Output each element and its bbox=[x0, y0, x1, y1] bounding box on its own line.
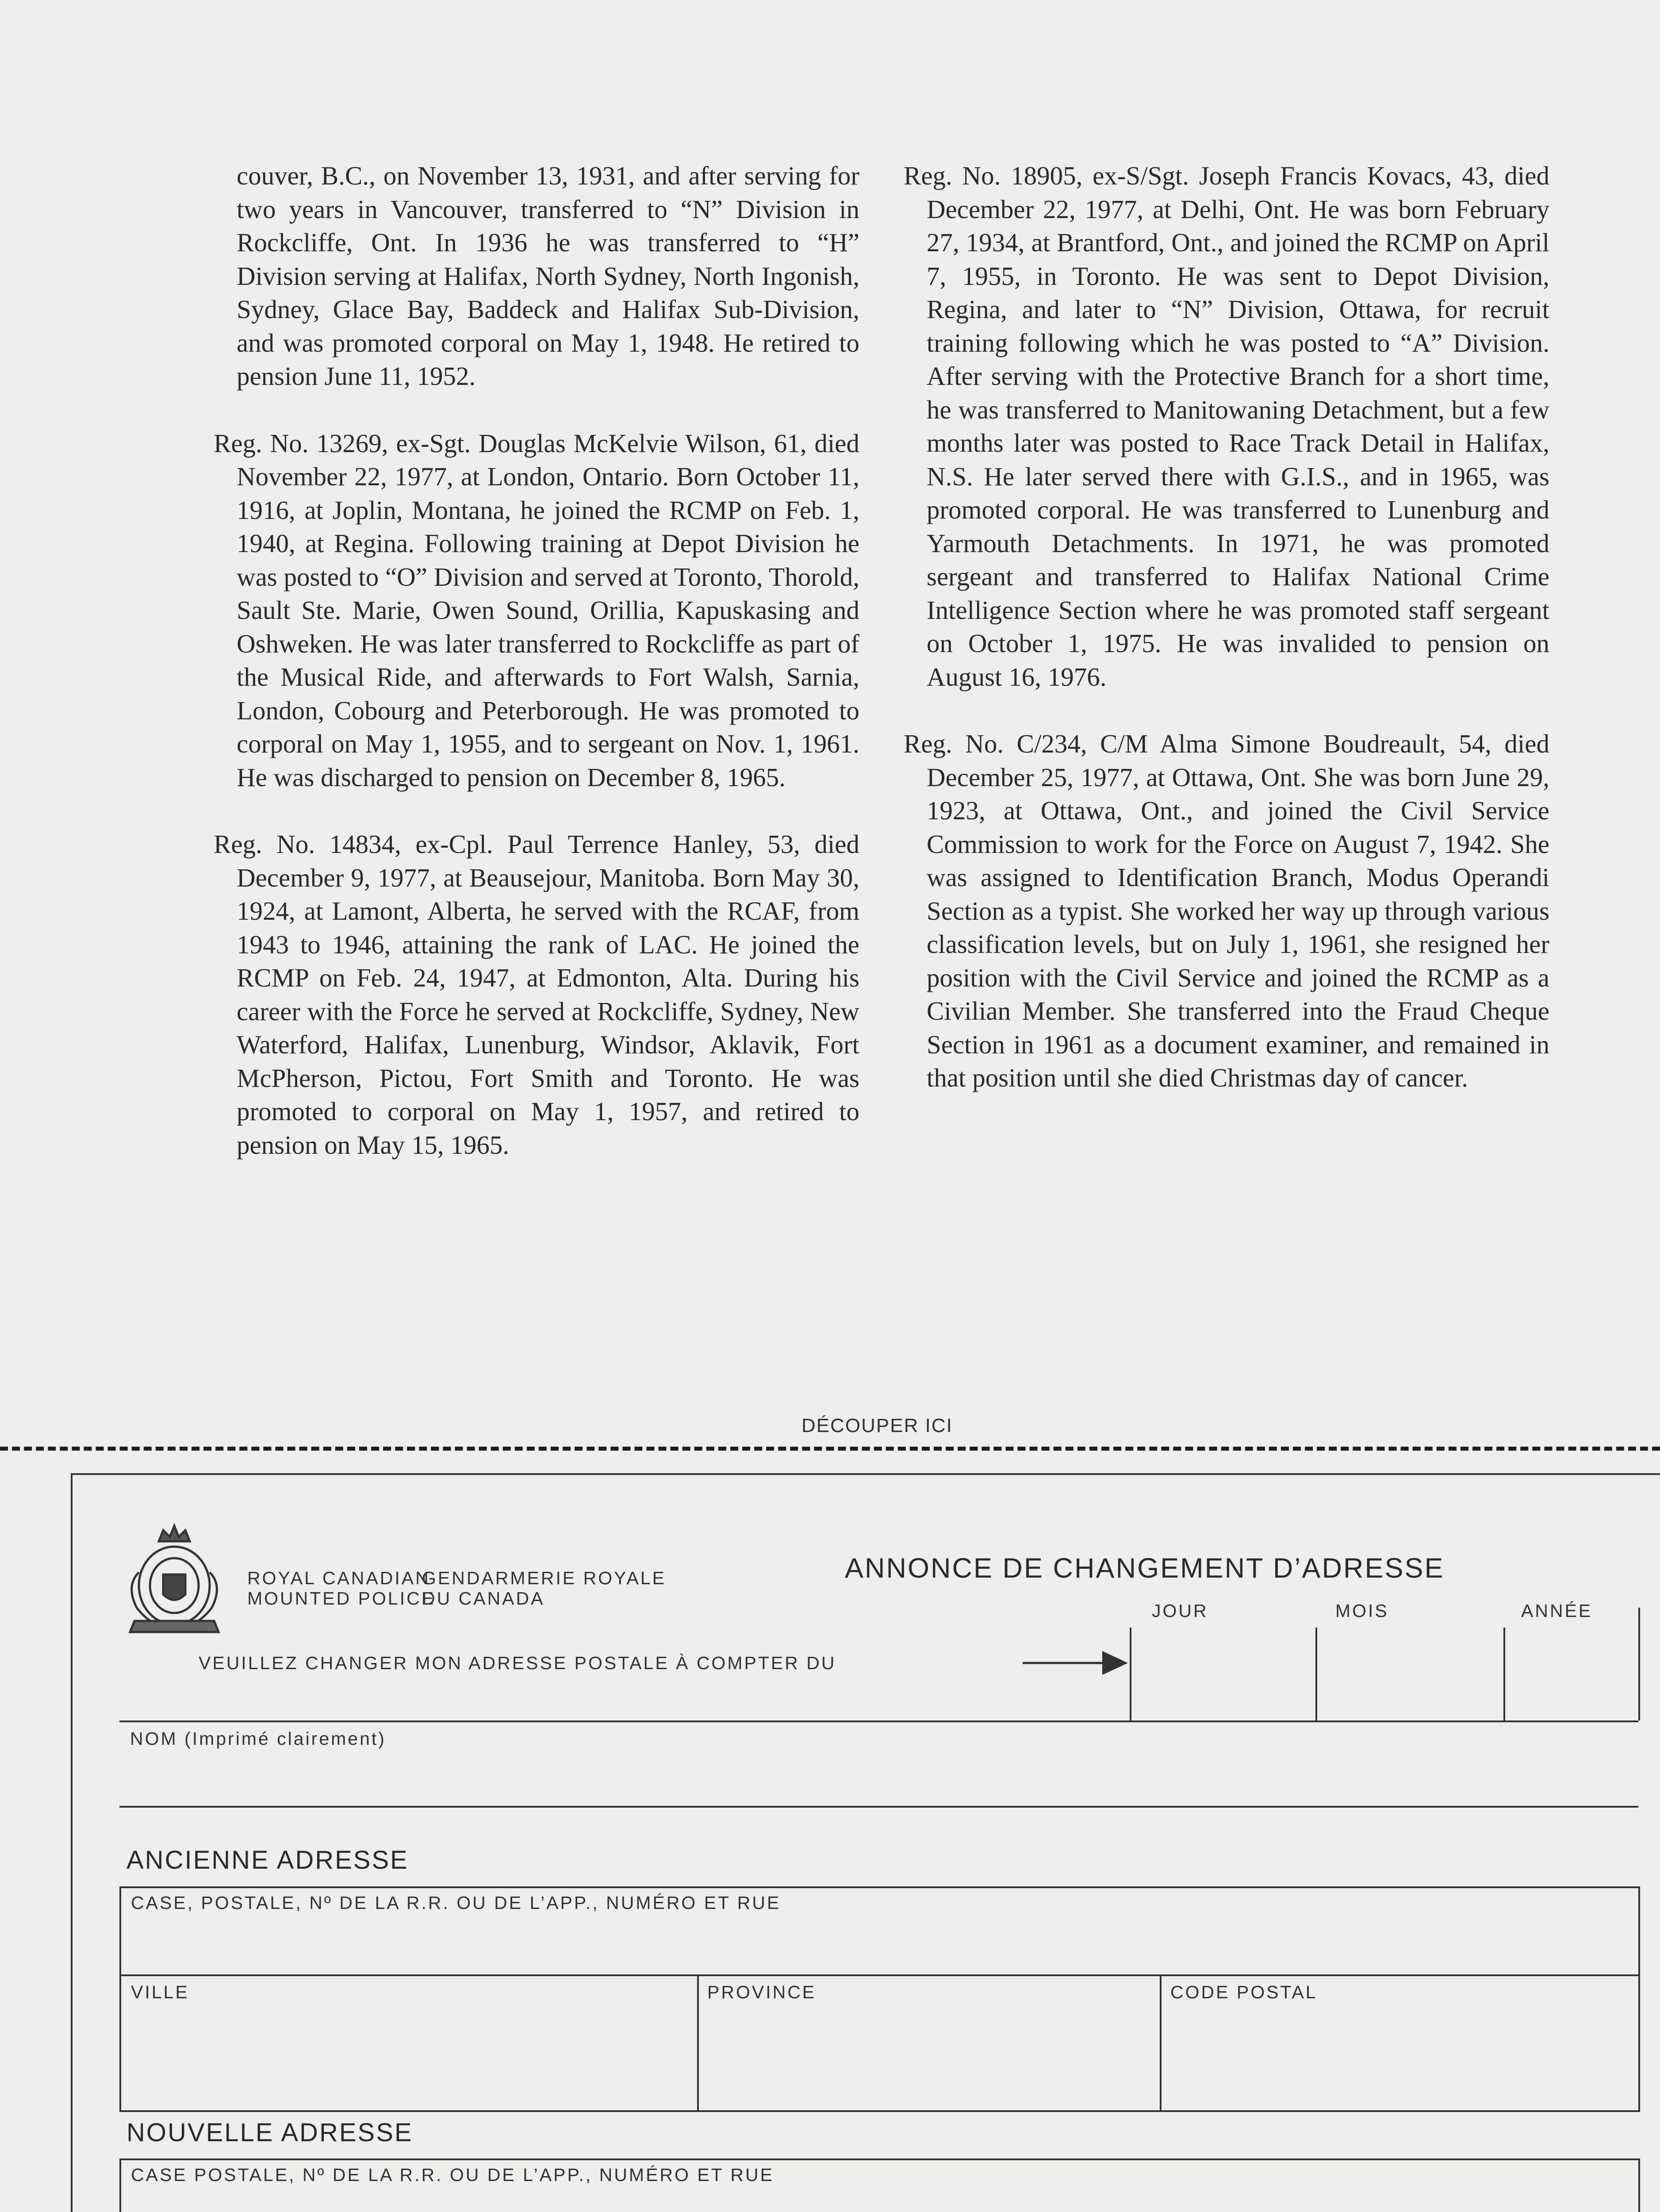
date-divider bbox=[1638, 1608, 1640, 1720]
old-address-heading: ANCIENNE ADRESSE bbox=[127, 1846, 409, 1874]
org-name-french: GENDARMERIE ROYALE DU CANADA bbox=[422, 1568, 666, 1609]
cut-line bbox=[0, 1447, 1660, 1451]
effective-date-field[interactable] bbox=[1130, 1628, 1638, 1720]
old-address-box bbox=[119, 1886, 1640, 2112]
new-street-label: CASE POSTALE, Nº DE LA R.R. OU DE L’APP., NUMÉRO ET RUE bbox=[131, 2165, 774, 2185]
obituary-paragraph: Reg. No. C/234, C/M Alma Simone Boudreault, 54, died December 25, 1977, at Ottawa, Ont. She was born June 29, 1923, at Ottawa, Ont., and joined the Civil Service Commission to work for the Force on August 7, 1942. She was assigned to Identification Branch, Modus Operandi Section as a typist. She worked her way up through various classification levels, but on July 1, 1961, she resigned her position with the Civil Service and joined the RCMP as a Civilian Member. She transferred into the Fraud Cheque Section in 1961 as a document examiner, and remained in that position until she died Christmas day of cancer. bbox=[904, 729, 1549, 1092]
year-label: ANNÉE bbox=[1521, 1601, 1593, 1621]
new-street-field[interactable] bbox=[121, 2160, 1638, 2212]
name-label: NOM (Imprimé clairement) bbox=[130, 1728, 386, 1749]
article-left-column bbox=[214, 159, 859, 1195]
cut-here-label: DÉCOUPER ICI bbox=[801, 1415, 953, 1436]
old-province-field[interactable] bbox=[699, 1977, 1159, 2110]
obituary-paragraph: Reg. No. 13269, ex-Sgt. Douglas McKelvie Wilson, 61, died November 22, 1977, at London, Ontario. Born October 11, 1916, at Joplin, Montana, he joined the RCMP on Feb. 1, 1940, at Regina. Following training at Depot Division he was posted to “O” Division and served at Toronto, Thorold, Sault Ste. Marie, Owen Sound, Orillia, Kapuskasing and Oshweken. He was later transferred to Rockcliffe as part of the Musical Ride, and afterwards to Fort Walsh, Sarnia, London, Cobourg and Peterborough. He was promoted to corporal on May 1, 1955, and to sergeant on Nov. 1, 1961. He was discharged to pension on December 8, 1965. bbox=[214, 428, 859, 792]
form-title: ANNONCE DE CHANGEMENT D’ADRESSE bbox=[845, 1553, 1445, 1584]
name-field-top-border bbox=[119, 1720, 1638, 1722]
obituary-paragraph: Reg. No. 18905, ex-S/Sgt. Joseph Francis Kovacs, 43, died December 22, 1977, at Delhi, Ont. He was born February 27, 1934, at Brantford, Ont., and joined the RCMP on April 7, 1955, in Toronto. He was sent to Depot Division, Regina, and later to “N” Division, Ottawa, for recruit training following which he was posted to “A” Division. After serving with the Protective Branch for a short time, he was transferred to Manitowaning Detachment, but a few months later was posted to Race Track Detail in Halifax, N.S. He later served there with G.I.S., and in 1965, was promoted corporal. He was transferred to Lunenburg and Yarmouth Detachments. In 1971, he was promoted sergeant and transferred to Halifax National Crime Intelligence Section where he was promoted staff sergeant on October 1, 1975. He was invalided to pension on August 16, 1976. bbox=[904, 161, 1549, 691]
old-street-label: CASE, POSTALE, Nº DE LA R.R. OU DE L’APP., NUMÉRO ET RUE bbox=[131, 1893, 781, 1913]
arrow-right-icon bbox=[1023, 1647, 1129, 1678]
rcmp-crest-icon bbox=[117, 1519, 232, 1639]
change-of-address-form bbox=[71, 1473, 1660, 2212]
new-address-heading: NOUVELLE ADRESSE bbox=[127, 2118, 413, 2147]
old-postal-label: CODE POSTAL bbox=[1170, 1982, 1318, 2002]
old-postal-field[interactable] bbox=[1162, 1977, 1638, 2110]
old-province-label: PROVINCE bbox=[707, 1982, 817, 2002]
day-label: JOUR bbox=[1152, 1601, 1208, 1621]
name-field-bottom-border bbox=[119, 1806, 1638, 1808]
obituary-paragraph: Reg. No. 14834, ex-Cpl. Paul Terrence Hanley, 53, died December 9, 1977, at Beausejour, Manitoba. Born May 30, 1924, at Lamont, Alberta, he served with the RCAF, from 1943 to 1946, attaining the rank of LAC. He joined the RCMP on Feb. 24, 1947, at Edmonton, Alta. During his career with the Force he served at Rockcliffe, Sydney, New Waterford, Halifax, Lunenburg, Windsor, Aklavik, Fort McPherson, Pictou, Fort Smith and Toronto. He was promoted to corporal on May 1, 1957, and retired to pension on May 15, 1965. bbox=[214, 830, 859, 1160]
old-city-label: VILLE bbox=[131, 1982, 189, 2002]
old-street-field[interactable] bbox=[121, 1888, 1638, 1972]
name-field[interactable] bbox=[119, 1723, 1638, 1805]
old-address-divider bbox=[121, 1974, 1638, 1976]
month-label: MOIS bbox=[1335, 1601, 1389, 1621]
old-city-field[interactable] bbox=[121, 1977, 696, 2110]
article-right-column bbox=[904, 159, 1549, 1129]
obituary-paragraph: couver, B.C., on November 13, 1931, and after serving for two years in Vancouver, transferred to “N” Division in Rockcliffe, Ont. In 1936 he was transferred to “H” Division serving at Halifax, North Sydney, North Ingonish, Sydney, Glace Bay, Baddeck and Halifax Sub-Division, and was promoted corporal on May 1, 1948. He retired to pension June 11, 1952. bbox=[237, 161, 859, 391]
new-address-box bbox=[119, 2158, 1640, 2212]
org-name-english: ROYAL CANADIAN MOUNTED POLICE bbox=[247, 1568, 436, 1609]
change-prompt: VEUILLEZ CHANGER MON ADRESSE POSTALE À COMPTER DU bbox=[199, 1653, 836, 1673]
